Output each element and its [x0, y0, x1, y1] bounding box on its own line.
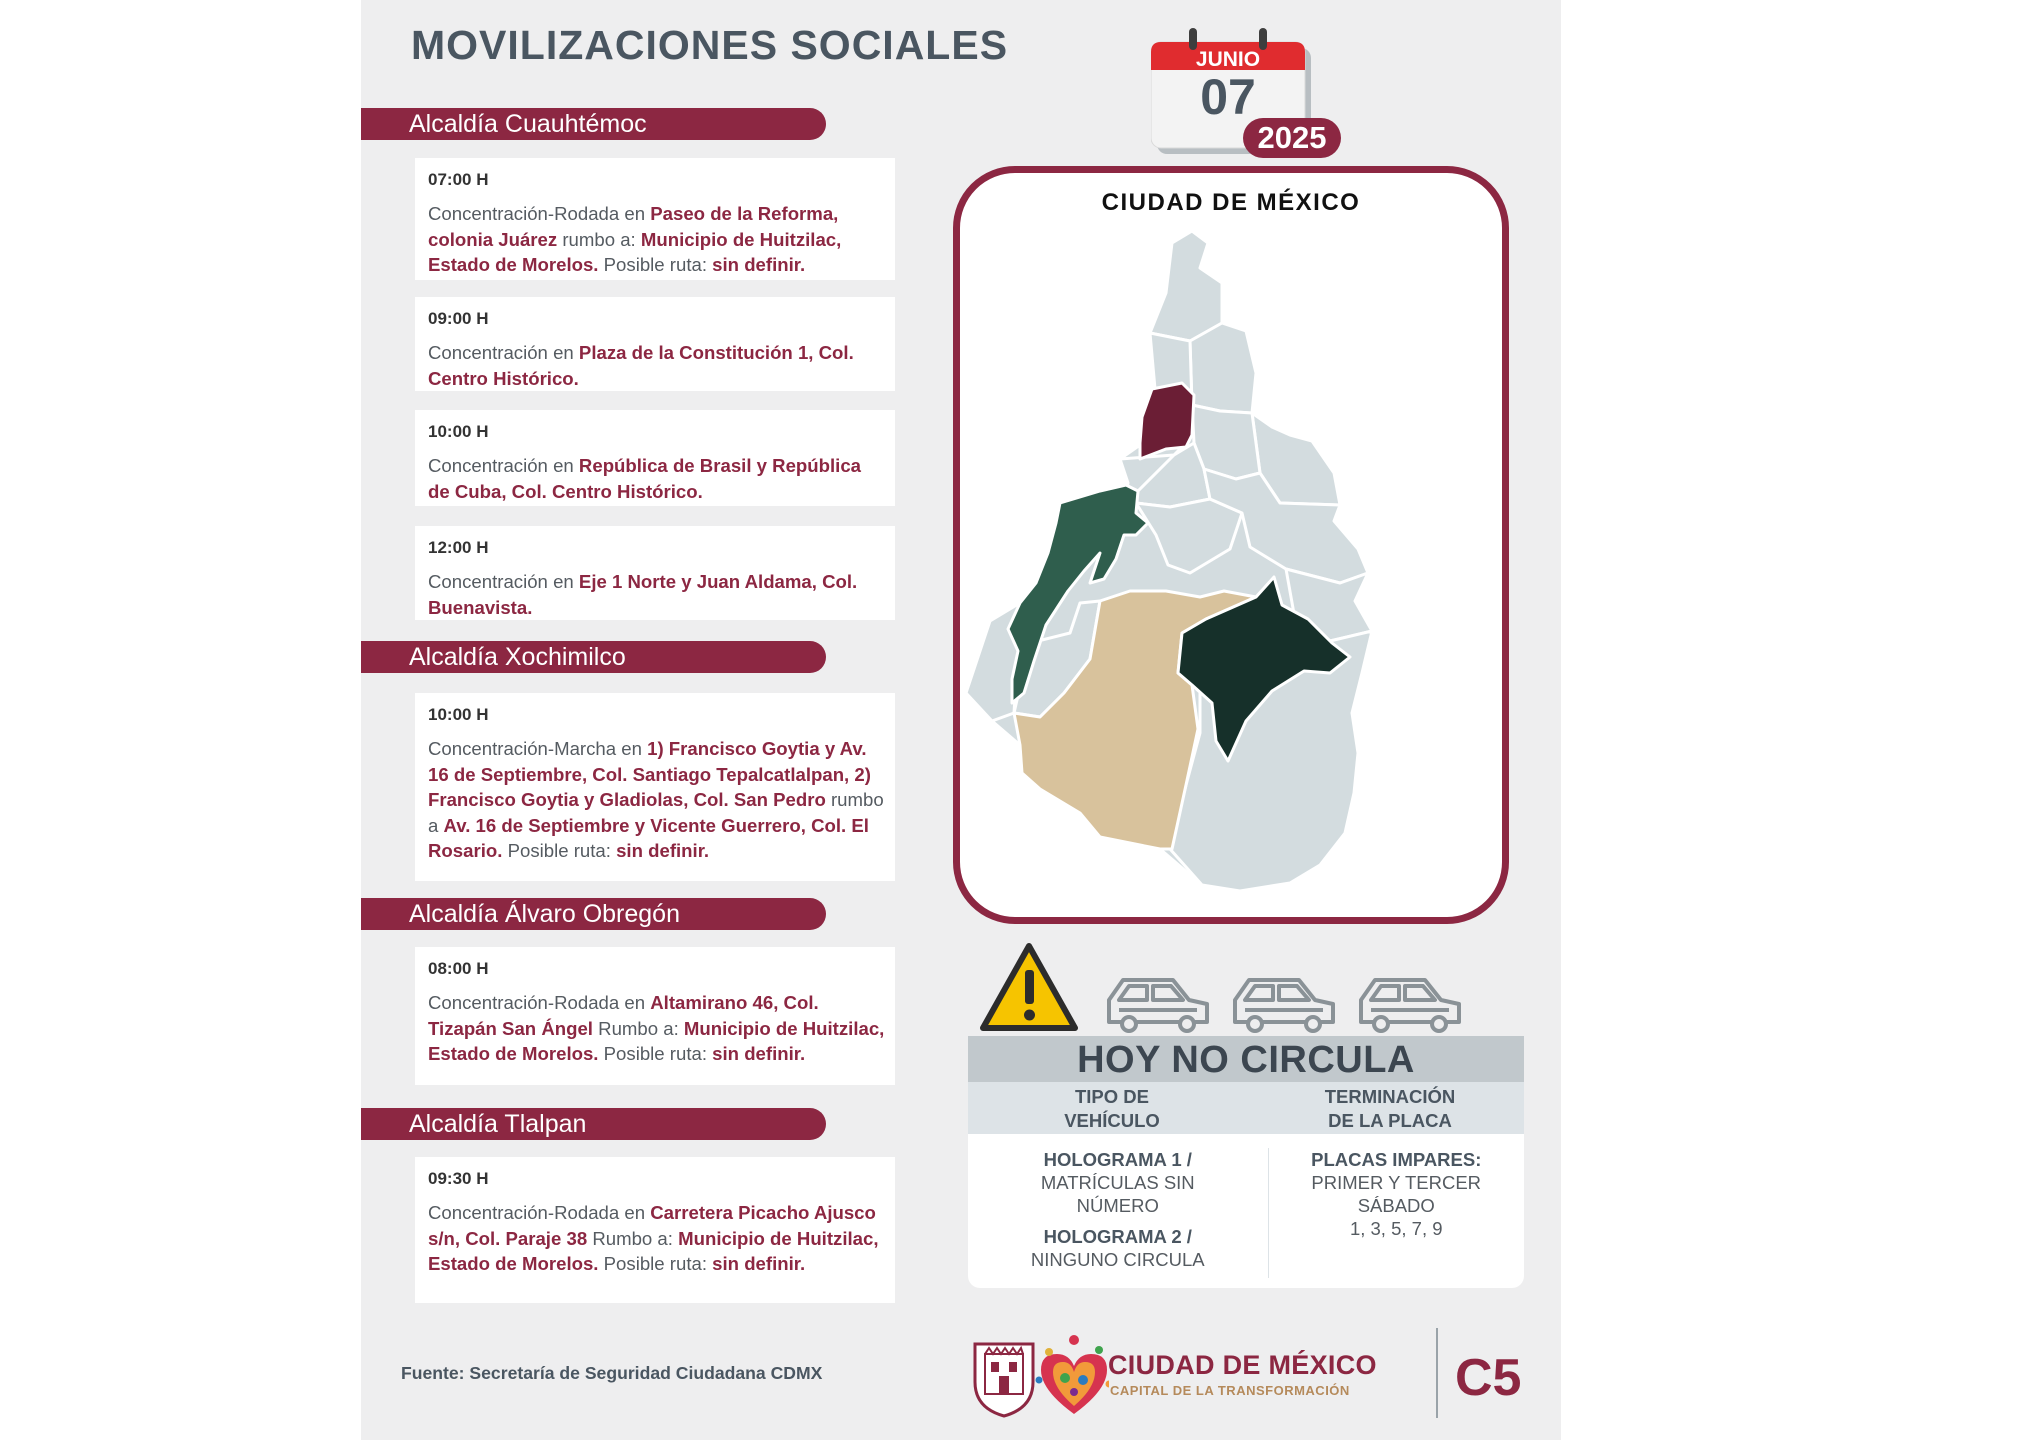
event-card: [415, 693, 895, 881]
hoy-no-circula-icons: [979, 940, 1519, 1040]
event-time: 10:00 H: [428, 422, 489, 441]
event-highlight-text: República de Brasil y República de Cuba, Col. Centro Histórico.: [428, 455, 862, 502]
map-region-north: [1150, 231, 1222, 341]
event-plain-text: Rumbo a:: [592, 1017, 684, 1039]
event-plain-text: Concentración-Rodada: [428, 203, 620, 224]
event-plain-text: Posible ruta:: [502, 840, 617, 861]
event-highlight-text: Paseo de la Reforma, colonia Juárez: [428, 203, 839, 250]
calendar-month: JUNIO: [1195, 48, 1261, 71]
event-highlight-text: Municipio de Huitzilac, Estado de Morelos.: [428, 228, 842, 275]
event-highlight-text: Municipio de Huitzilac, Estado de Morelos.: [428, 1227, 879, 1274]
section-header-tlalpan: Alcaldía Tlalpan: [361, 1108, 826, 1140]
event-highlight-text: sin definir.: [712, 1043, 806, 1064]
event-highlight-text: Av. 16 de Septiembre y Vicente Guerrero, Col. El Rosario.: [428, 814, 869, 861]
column-header-text: TERMINACIÓN DE LA PLACA: [1324, 1086, 1456, 1131]
event-highlight-text: Eje 1 Norte y Juan Aldama, Col. Buenavista.: [428, 571, 858, 618]
calendar-day: 07: [1200, 69, 1256, 125]
footer-divider: [1436, 1328, 1438, 1418]
event-plain-text: Concentración-Marcha: [428, 738, 617, 759]
event-plain-text: Posible ruta:: [598, 254, 713, 275]
event-plain-text: en: [616, 738, 648, 759]
event-plain-text: Posible ruta:: [598, 1253, 713, 1274]
footer-logos: [969, 1322, 1529, 1422]
event-highlight-text: sin definir.: [616, 840, 710, 861]
page-title: MOVILIZACIONES SOCIALES: [411, 22, 1009, 68]
agency-logo-c5: C5: [1455, 1349, 1522, 1407]
event-highlight-text: Plaza de la Constitución 1, Col. Centro Histórico.: [428, 342, 854, 389]
event-plain-text: en: [619, 1202, 651, 1223]
event-description: [428, 453, 885, 504]
event-plain-text: Concentración: [428, 571, 548, 592]
map-region-cuauhtemoc: [1140, 383, 1194, 459]
calendar-year: 2025: [1257, 120, 1327, 155]
plate-ending-cell: [1269, 1148, 1525, 1278]
cdmx-map-panel: [953, 166, 1509, 924]
event-card: [415, 158, 895, 280]
placas-text: PRIMER Y TERCER SÁBADO: [1311, 1172, 1482, 1216]
event-card: [415, 947, 895, 1085]
hoy-no-circula-table: [968, 1036, 1524, 1288]
event-plain-text: Rumbo a:: [587, 1227, 679, 1249]
event-description: [428, 736, 885, 864]
map-region-northeast: [1190, 323, 1256, 413]
event-plain-text: en: [547, 455, 579, 476]
event-highlight-text: Carretera Picacho Ajusco s/n, Col. Paraje 38: [428, 1202, 876, 1249]
section-header-alvaro-obregon: Alcaldía Álvaro Obregón: [361, 898, 826, 930]
hoy-no-circula-header-row: [968, 1082, 1524, 1134]
calendar-icon: [1151, 26, 1351, 166]
hoy-no-circula-title: HOY NO CIRCULA: [968, 1036, 1524, 1082]
event-plain-text: Concentración: [428, 455, 548, 476]
event-description: [428, 1200, 885, 1277]
event-plain-text: en: [619, 203, 651, 224]
placas-label: PLACAS IMPARES:: [1311, 1149, 1482, 1170]
cdmx-shield-icon: [975, 1344, 1033, 1416]
event-card: [415, 297, 895, 391]
warning-triangle-icon: [983, 946, 1075, 1028]
event-plain-text: Concentración: [428, 342, 548, 363]
event-time: 09:30 H: [428, 1169, 489, 1188]
event-card: [415, 410, 895, 506]
event-highlight-text: 1) Francisco Goytia y Av. 16 de Septiembre, Col. Santiago Tepalcatlalpan, 2) Francisco Goytia y Gladiolas, Col. San Pedro: [428, 738, 871, 810]
event-time: 12:00 H: [428, 538, 489, 557]
event-card: [415, 526, 895, 620]
event-time: 08:00 H: [428, 959, 489, 978]
event-description: [428, 990, 885, 1067]
section-header-xochimilco: Alcaldía Xochimilco: [361, 641, 826, 673]
event-highlight-text: sin definir.: [712, 1253, 806, 1274]
event-highlight-text: Altamirano 46, Col. Tizapán San Ángel: [428, 992, 819, 1039]
holograma-1-text: MATRÍCULAS SIN NÚMERO: [1040, 1172, 1195, 1216]
event-plain-text: en: [547, 342, 579, 363]
event-plain-text: Concentración-Rodada: [428, 992, 620, 1013]
event-card: [415, 1157, 895, 1303]
event-description: [428, 569, 885, 620]
car-icon: [1109, 980, 1207, 1031]
column-header-vehicle-type: [968, 1082, 1256, 1134]
event-time: 10:00 H: [428, 705, 489, 724]
event-plain-text: Posible ruta:: [598, 1043, 713, 1064]
event-plain-text: en: [547, 571, 579, 592]
cdmx-heart-logo-icon: [1036, 1335, 1110, 1414]
city-slogan: CAPITAL DE LA TRANSFORMACIÓN: [1110, 1383, 1350, 1398]
event-plain-text: en: [619, 992, 651, 1013]
source-credit: Fuente: Secretaría de Seguridad Ciudadana CDMX: [401, 1363, 823, 1383]
event-highlight-text: Municipio de Huitzilac, Estado de Morelos.: [428, 1017, 885, 1064]
event-description: [428, 201, 885, 278]
car-icon: [1361, 980, 1459, 1031]
column-header-text: TIPO DE VEHÍCULO: [1064, 1086, 1160, 1131]
infographic-poster: [361, 0, 1561, 1440]
event-time: 07:00 H: [428, 170, 489, 189]
section-header-cuauhtemoc: Alcaldía Cuauhtémoc: [361, 108, 826, 140]
event-plain-text: rumbo a:: [557, 228, 641, 250]
cdmx-map: [960, 173, 1502, 917]
column-header-plate-ending: [1256, 1082, 1524, 1134]
holograma-2-text: NINGUNO CIRCULA: [1030, 1249, 1205, 1270]
placas-digits: 1, 3, 5, 7, 9: [1349, 1218, 1443, 1239]
holograma-2-label: HOLOGRAMA 2 /: [1043, 1226, 1192, 1247]
event-highlight-text: sin definir.: [712, 254, 806, 275]
city-name: CIUDAD DE MÉXICO: [1108, 1350, 1377, 1380]
holograma-1-label: HOLOGRAMA 1 /: [1043, 1149, 1192, 1170]
map-title: CIUDAD DE MÉXICO: [1101, 189, 1361, 216]
event-time: 09:00 H: [428, 309, 489, 328]
event-plain-text: Concentración-Rodada: [428, 1202, 620, 1223]
car-icon: [1235, 980, 1333, 1031]
date-calendar-badge: [1151, 26, 1351, 166]
event-plain-text: rumbo a: [428, 789, 884, 836]
vehicle-type-cell: [968, 1148, 1269, 1278]
hoy-no-circula-body: [968, 1134, 1524, 1278]
event-description: [428, 340, 885, 391]
